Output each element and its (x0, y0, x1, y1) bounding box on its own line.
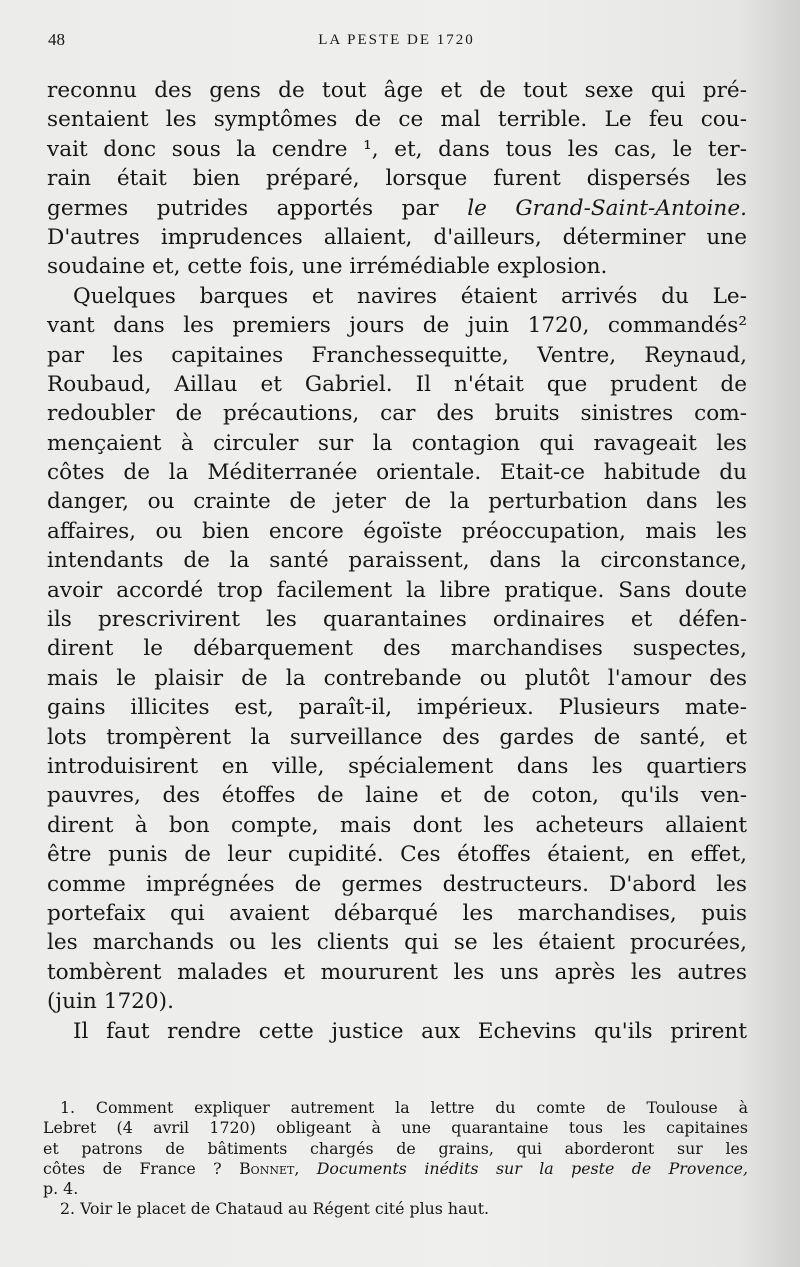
footnote-line: et patrons de bâtiments chargés de grains, qui aborderont sur les (43, 1138, 748, 1158)
text-line: intendants de la santé paraissent, dans la circonstance, (47, 548, 747, 574)
text-line: ils prescrivirent les quarantaines ordinaires et défen- (47, 607, 747, 633)
footnote-line: 1. Comment expliquer autrement la lettre du comte de Toulouse à (60, 1098, 748, 1117)
text-line: dirent à bon compte, mais dont les acheteurs allaient (47, 812, 747, 838)
text-line: sentaient les symptômes de ce mal terrible. Le feu cou- (47, 107, 747, 133)
text-line: Roubaud, Aillau et Gabriel. Il n'était que prudent de (47, 371, 747, 397)
footnote-title: Documents inédits sur la peste de Provence, (316, 1158, 749, 1178)
running-title: LA PESTE DE 1720 (318, 32, 475, 48)
text-line: les marchands ou les clients qui se les étaient procurées, (47, 930, 747, 956)
text-line: affaires, ou bien encore égoïste préoccupation, mais les (47, 518, 747, 544)
text-line: Il faut rendre cette justice aux Echevins qu'ils prirent (73, 1018, 747, 1044)
text-line: côtes de la Méditerranée orientale. Etait-ce habitude du (47, 460, 747, 486)
footnote-line: p. 4. (43, 1179, 79, 1199)
text-line: pauvres, des étoffes de laine et de coton, qu'ils ven- (47, 783, 747, 809)
footnote-2: 2. Voir le placet de Chataud au Régent cité plus haut. (60, 1199, 490, 1219)
text-line: vait donc sous la cendre ¹, et, dans tous les cas, le ter- (47, 136, 747, 162)
main-text (47, 76, 747, 1046)
text-line: gains illicites est, paraît-il, impérieux. Plusieurs mate- (47, 695, 747, 721)
text-line: vant dans les premiers jours de juin 1720, commandés² (47, 313, 747, 339)
text-line: comme imprégnées de germes destructeurs. D'abord les (47, 871, 747, 897)
text-line: introduisirent en ville, spécialement dans les quartiers (47, 753, 747, 779)
text-line: être punis de leur cupidité. Ces étoffes étaient, en effet, (47, 842, 747, 868)
text-line: mençaient à circuler sur la contagion qui ravageait les (47, 430, 747, 456)
text-line: soudaine et, cette fois, une irrémédiable explosion. (47, 254, 608, 280)
text-line: Quelques barques et navires étaient arrivés du Le- (73, 283, 747, 309)
text-line: mais le plaisir de la contrebande ou plutôt l'amour des (47, 665, 747, 691)
text-line: redoubler de précautions, car des bruits sinistres com- (47, 401, 747, 427)
text-line: dirent le débarquement des marchandises suspectes, (47, 636, 747, 662)
text-line-with-ship (47, 194, 747, 223)
text-line: danger, ou crainte de jeter de la perturbation dans les (47, 489, 747, 515)
footnote-separator-comma: , (294, 1158, 317, 1178)
text-line: avoir accordé trop facilement la libre pratique. Sans doute (47, 577, 747, 603)
footnotes (43, 1098, 748, 1220)
footnote-line: Lebret (4 avril 1720) obligeant à une quarantaine tous les capitaines (43, 1118, 748, 1138)
page-header (48, 30, 745, 60)
ship-name: le Grand-Saint-Antoine. (467, 195, 747, 221)
text-line: par les capitaines Franchessequitte, Ventre, Reynaud, (47, 342, 747, 368)
text-line: rain était bien préparé, lorsque furent dispersés les (47, 166, 747, 192)
footnote-fragment: côtes de France ? (43, 1158, 240, 1178)
text-line: portefaix qui avaient débarqué les marchandises, puis (47, 900, 747, 926)
text-line: (juin 1720). (47, 989, 174, 1015)
text-line: tombèrent malades et moururent les uns après les autres (47, 959, 747, 985)
text-fragment: germes putrides apportés par (47, 195, 468, 221)
text-line: reconnu des gens de tout âge et de tout sexe qui pré- (47, 78, 747, 103)
text-line: lots trompèrent la surveillance des gardes de santé, et (47, 724, 747, 750)
footnote-author: Bonnet (239, 1158, 295, 1178)
page-number: 48 (48, 30, 65, 49)
footnote-line-citation (43, 1159, 748, 1179)
text-line: D'autres imprudences allaient, d'ailleurs, déterminer une (47, 224, 747, 250)
